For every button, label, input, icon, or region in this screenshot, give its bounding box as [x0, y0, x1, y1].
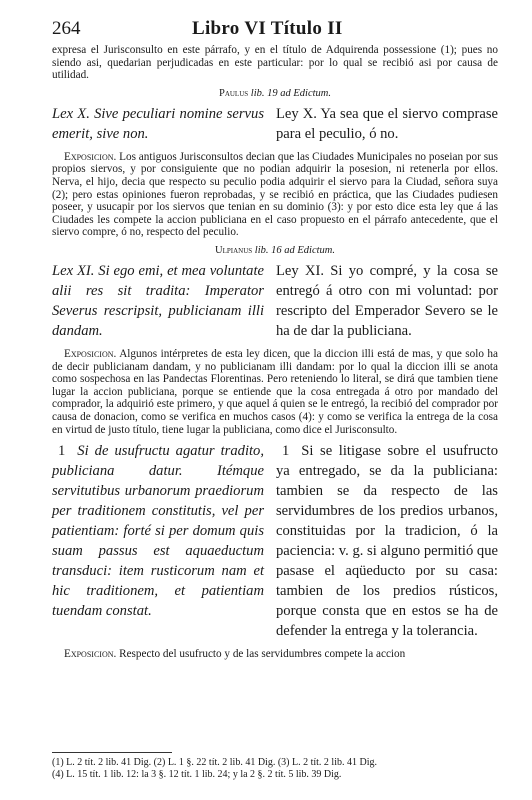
footnote-line: (4) L. 15 tít. 1 lib. 12: la 3 §. 12 tít. 1 lib. 24; y la 2 §. 2 tít. 5 lib. 39 Dig.: [52, 769, 342, 780]
source-author: Ulpianus: [215, 244, 253, 256]
lex-xi-columns: [52, 261, 498, 341]
lex-xi-spanish: Ley XI. Si yo compré, y la cosa se entregó á otro con mi voluntad: por rescripto del Emperador Severo se le ha de dar la publiciana.: [276, 262, 498, 339]
page-header: [52, 18, 498, 44]
paragraph-1-latin: [52, 441, 264, 641]
exposicion-3: [52, 648, 498, 661]
page-number: 264: [52, 18, 81, 39]
exposicion-label: Exposicion.: [64, 648, 117, 661]
source-reference: lib. 16 ad Edictum.: [254, 244, 335, 256]
exposicion-label: Exposicion.: [64, 347, 117, 360]
lex-x-spanish: Ley X. Ya sea que el siervo comprase para el peculio, ó no.: [276, 105, 498, 142]
exposicion-label: Exposicion.: [64, 150, 117, 163]
paragraph-number: 1: [282, 443, 290, 460]
exposicion-1: [52, 151, 498, 239]
paragraph-1-spanish: [276, 441, 498, 641]
exposicion-2: [52, 348, 498, 436]
paragraph-1-spanish-text: Si se litigase sobre el usufructo ya entregado, se da la publiciana: tambien se da respecto de las servidumbres de los predios urbanos, constituidas por la tradicion, ó la paciencia: v. g. si alguno permitió que pasase el aqüeducto por su casa: tambien de los predios rústicos, porque consta que en estos se ha de defender la entrega y la tolerancia.: [276, 443, 498, 640]
intro-paragraph: expresa el Jurisconsulto en este párrafo, y en el título de Adquirenda possessione (1); pues no siendo asi, quedarian perjudicadas en este particular: por lo qual se recibió asi por causa de utilidad.: [52, 44, 498, 82]
lex-x-columns: [52, 104, 498, 144]
paragraph-1-latin-text: Si de usufructu agatur tradito, publiciana datur. Itémque servitutibus urbanorum praediorum per traditionem constitutis, vel per patientiam: forté si per domum quis suam passus est aquaeductum transduci: item rusticorum nam et hic traditionem, et patientiam tuendam constat.: [52, 443, 264, 620]
source-author: Paulus: [218, 87, 249, 99]
footnote-line: (1) L. 2 tít. 2 lib. 41 Dig. (2) L. 1 §. 22 tít. 2 lib. 41 Dig. (3) L. 2 tít. 2 lib. 41 Dig.: [52, 757, 377, 768]
footnote-rule: [52, 752, 172, 753]
source-citation-paulus: [52, 88, 498, 99]
footnotes: [52, 757, 498, 781]
exposicion-text: Respecto del usufructo y de las servidumbres compete la accion: [119, 648, 406, 661]
source-reference: lib. 19 ad Edictum.: [250, 87, 331, 99]
exposicion-text: Algunos intérpretes de esta ley dicen, que la diccion illi está de mas, y que solo ha de decir publicianam dandam, y no publicianam illi dandam: por lo qual la diccion illi se anota como sospechosa en las Pandectas Florentinas. Pero reteniendo lo literal, se dirá que tambien tiene lugar la accion publiciana, porque se entiende que la cosa entregada á otro por mandado del comprador, la adquirió este primero, y que aquel á quien se le entregó, la recibió del comprador por causa de donacion, como se verifica en muchos casos (4): y como se verifica la entrega de la cosa en virtud de justo título, tiene lugar la publiciana, como dice el Jurisconsulto.: [52, 347, 498, 436]
lex-x-latin: Lex X. Sive peculiari nomine servus emerit, sive non.: [52, 105, 264, 142]
exposicion-text: Los antiguos Jurisconsultos decian que las Ciudades Municipales no poseian por sus propios siervos, y por consiguiente que no podian adquirir la posesion, ni retenerla por ellos. Nerva, el hijo, decia que respecto su peculio podia adquirir el siervo para la Ciudad, señora suya (2); pero estas opiniones fueron reprobadas, y se recibió en práctica, que las Ciudades pudiesen poseer, y usucapir por los siervos que tenian en su dominio (3): y por esto dice esta ley que á las Ciudades les compete la accion publiciana en el caso propuesto en el párrafo antecedente, que el siervo compre, ó no, respecto del peculio.: [52, 150, 498, 239]
paragraph-number: 1: [58, 443, 66, 460]
lex-xi-latin: Lex XI. Si ego emi, et mea voluntate alii res sit tradita: Imperator Severus rescripsit, publicianam illi dandam.: [52, 262, 264, 339]
source-citation-ulpianus: [52, 245, 498, 256]
paragraph-1-columns: [52, 441, 498, 641]
running-head: Libro VI Título II: [192, 18, 343, 39]
